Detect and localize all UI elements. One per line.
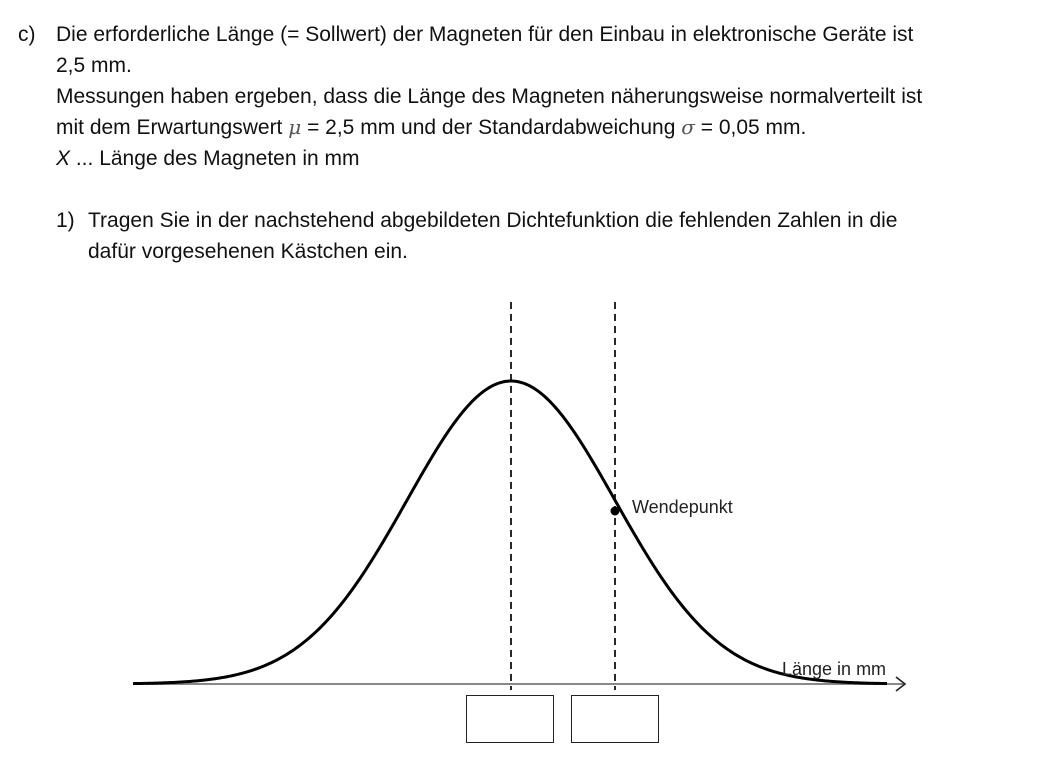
task-line-4-a: mit dem Erwartungswert [56, 116, 289, 139]
answer-box-sigma[interactable] [571, 695, 659, 743]
task-line-4-c: = 0,05 mm. [694, 116, 807, 139]
task-line-4-b: = 2,5 mm und der Standardabweichung [301, 116, 682, 139]
density-curve [133, 381, 887, 684]
subtask-label: 1) [56, 209, 75, 232]
inflection-point [611, 507, 620, 516]
subtask-line-2: dafür vorgesehenen Kästchen ein. [88, 240, 408, 263]
task-line-2: 2,5 mm. [56, 54, 132, 77]
sigma-symbol: σ [681, 115, 695, 139]
mu-symbol: μ [288, 115, 302, 139]
task-line-1: Die erforderliche Länge (= Sollwert) der Magneten für den Einbau in elektronische Geräte ist [56, 23, 914, 46]
task-line-5-rest: ... Länge des Magneten in mm [70, 147, 360, 170]
task-line-3: Messungen haben ergeben, dass die Länge des Magneten näherungsweise normalverteilt ist [56, 85, 923, 108]
x-variable: X [56, 147, 71, 170]
answer-box-mean[interactable] [466, 695, 554, 743]
subtask-line-1: Tragen Sie in der nachstehend abgebildeten Dichtefunktion die fehlenden Zahlen in die [88, 209, 898, 232]
axis-label: Länge in mm [782, 659, 887, 679]
inflection-label: Wendepunkt [632, 497, 733, 517]
task-label: c) [18, 23, 36, 46]
